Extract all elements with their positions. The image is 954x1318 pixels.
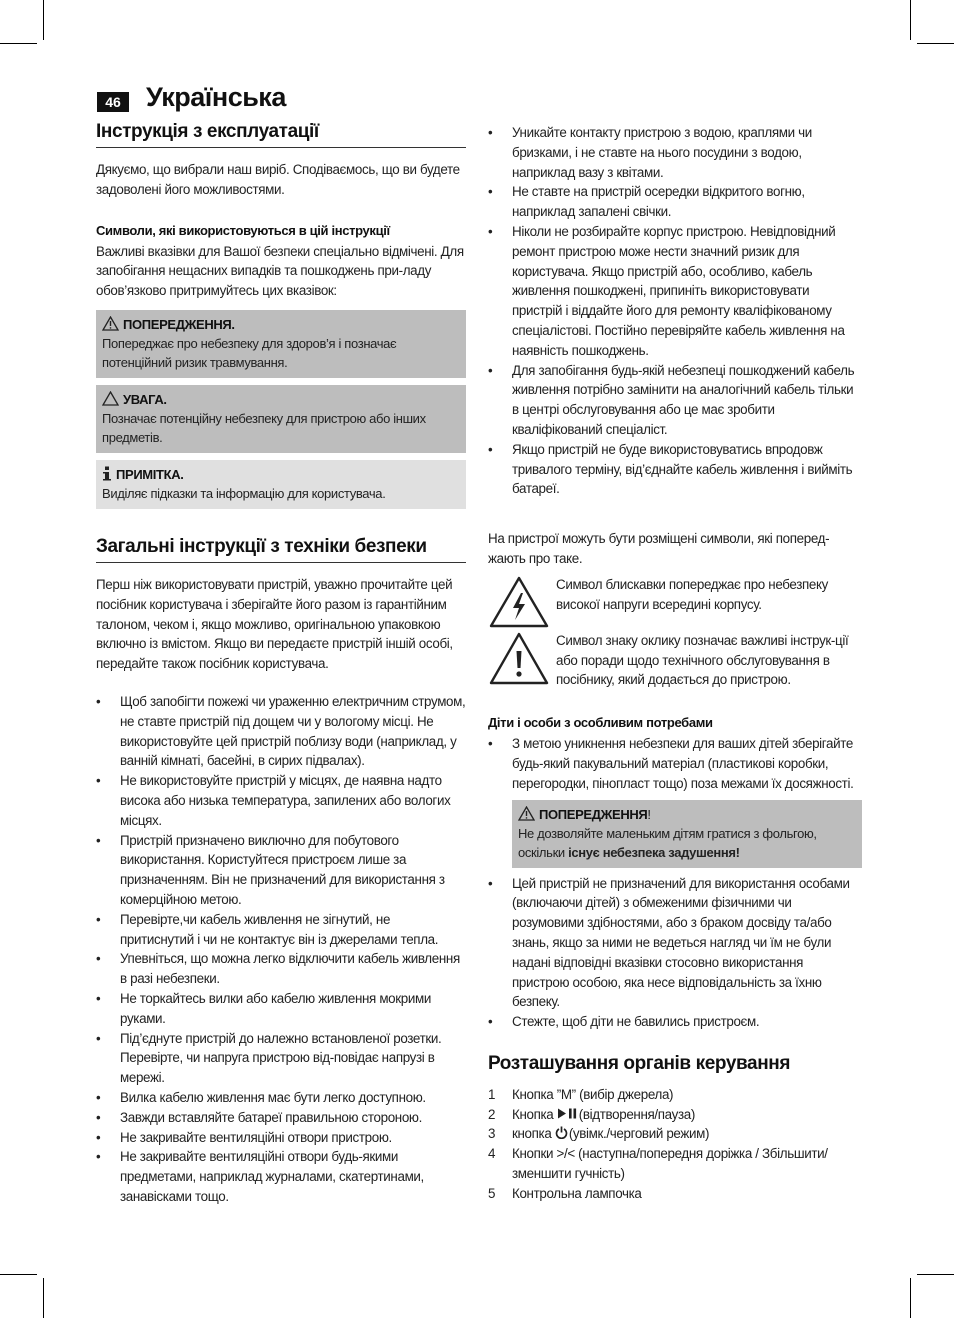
bullet: •: [96, 990, 101, 1006]
list-item-text: З метою уникнення небезпеки для ваших дітей зберігайте будь-який пакувальний матеріал (пластикові коробки, перегородки, пінопласт тощо) поза межами їх досяжності.: [512, 736, 854, 791]
list-item-text: Цей пристрій не призначений для використання особами (включаючи дітей) з обмеженими фізичними чи розумовими здібностями, або з браком досвіду та/або знань, якщо за ними не ведеться нагляд чи їм не були надані відповідні вказівки стосовно використання пристрою особою, яка несе відповідальність за їхню безпеку.: [512, 875, 850, 1010]
list-item-text: Щоб запобігти пожежі чи ураженню електричним струмом, не ставте пристрій під дощем чи у вологому місці. Не використовуйте цей пристрій поблизу води (наприклад, у ванній кімнаті, басейні, в сирих підвалах).: [120, 693, 466, 769]
control-item: 2 Кнопка (відтворення/пауза): [488, 1106, 695, 1122]
warning-triangle-icon: [518, 806, 535, 821]
box-child-warning: [512, 800, 862, 868]
list-item-text: Не закривайте вентиляційні отвори будь-якими предметами, наприклад журналами, скатертинами, занавісками тощо.: [120, 1149, 424, 1204]
list-item-text: Не торкайтесь вилки або кабелю живлення мокрими руками.: [120, 990, 432, 1026]
list-item: [488, 1012, 858, 1032]
bullet: •: [488, 223, 493, 239]
symbol-lightning-row: [488, 575, 858, 631]
list-item: [488, 361, 858, 440]
intro-text: Дякуємо, що вибрали наш виріб. Сподіваємось, що ви будете задоволені його можливостями.: [96, 162, 460, 197]
crop-mark: [910, 0, 911, 40]
children-list-continued: [488, 874, 858, 1032]
crop-mark: [43, 1278, 44, 1318]
bullet: •: [96, 693, 101, 709]
heading-symbols: Символи, які використовуються в цій інструкції: [96, 222, 390, 238]
crop-mark: [0, 1274, 37, 1275]
safety-intro: Перш ніж використовувати пристрій, уважно прочитайте цей посібник користувача і зберігайте його разом із гарантійним талоном, чеком і, якщо можливо, оригінальною упаковкою включно із вмістом. Якщо ви передаєте пристрій іншій особі, передайте також посібник користувача.: [96, 576, 453, 672]
list-item-text: Не закривайте вентиляційні отвори пристрою.: [120, 1129, 392, 1145]
box-child-warning-excl: !: [647, 806, 651, 822]
list-item-text: Упевніться, що можна легко відключити кабель живлення в разі небезпеки.: [120, 951, 460, 987]
list-item: [96, 1029, 466, 1088]
bullet: •: [488, 875, 493, 891]
left-column: [96, 120, 466, 1207]
control-item: 3 кнопка (увімк./черговий режим): [488, 1126, 710, 1142]
box-caution-text: Позначає потенційну небезпеку для пристрою або інших предметів.: [102, 410, 426, 445]
symbols-intro: На пристрої можуть бути розміщені символи, які поперед-жають про таке.: [488, 531, 830, 566]
list-item: [96, 989, 466, 1029]
box-warning-label: ПОПЕРЕДЖЕННЯ.: [123, 316, 235, 332]
bullet: •: [488, 362, 493, 378]
list-item-text: Не використовуйте пристрій у місцях, де наявна надто висока або низька температура, запилених або вологих місцях.: [120, 773, 451, 828]
list-item-text: Вилка кабелю живлення має бути легко доступною.: [120, 1089, 426, 1105]
heading-controls: Розташування органів керування: [488, 1052, 791, 1074]
bullet: •: [96, 911, 101, 927]
crop-mark: [910, 1278, 911, 1318]
list-item: [96, 831, 466, 910]
box-child-warning-bold: існує небезпека задушення!: [568, 844, 740, 860]
list-item: [96, 692, 466, 771]
bullet: •: [96, 1089, 101, 1105]
control-item: 1 Кнопка ”M” (вибір джерела): [488, 1086, 674, 1102]
bullet: •: [96, 832, 101, 848]
list-item: [488, 222, 858, 361]
list-item: [96, 910, 466, 950]
box-warning-text: Попереджає про небезпеку для здоров’я і позначає потенційний ризик травмування.: [102, 335, 397, 370]
list-item-text: Стежте, щоб діти не бавились пристроєм.: [512, 1014, 760, 1030]
symbols-text: Важливі вказівки для Вашої безпеки спеціально відмічені. Для запобігання нещасних випадків та пошкоджень при-ладу обов’язково притримуйтесь цих вказівок:: [96, 243, 464, 299]
list-item: [488, 182, 858, 222]
language-title: Українська: [146, 82, 286, 112]
bullet: •: [96, 1129, 101, 1145]
box-warning: [96, 310, 466, 378]
bullet: •: [96, 1149, 101, 1165]
list-item-text: Пристрій призначено виключно для побутового використання. Користуйтеся пристроєм лише за призначенням. Він не призначений для використання з комерційною метою.: [120, 832, 445, 907]
box-note-label: ПРИМІТКА.: [116, 466, 184, 482]
bullet: •: [488, 441, 493, 457]
list-item: [488, 123, 858, 182]
bullet: •: [488, 1014, 493, 1030]
bullet: •: [488, 736, 493, 752]
box-note: [96, 460, 466, 509]
list-item: [488, 874, 858, 1013]
box-caution-label: УВАГА.: [123, 391, 167, 407]
list-item: [96, 1108, 466, 1128]
caution-triangle-icon: [102, 391, 119, 406]
list-item: [488, 440, 858, 499]
crop-mark: [917, 1274, 954, 1275]
list-item-text: Для запобігання будь-якій небезпеці пошкоджений кабель живлення потрібно замінити на аналогічний кабель тільки в центрі обслуговування або це має зробити кваліфікований спеціаліст.: [512, 362, 855, 437]
symbol-exclaim-row: [488, 631, 858, 690]
heading-children: Діти і особи з особливим потребами: [488, 715, 713, 731]
list-item: [96, 1088, 466, 1108]
heading-instructions: Інструкція з експлуатації: [96, 120, 466, 148]
list-item-text: Якщо пристрій не буде використовуватись впродовж тривалого терміну, від’єднайте кабель живлення і вийміть батареї.: [512, 441, 853, 497]
list-item: [488, 734, 858, 793]
bullet: •: [488, 125, 493, 140]
list-item: [96, 1147, 466, 1206]
crop-mark: [43, 0, 44, 40]
power-icon: [555, 1126, 568, 1139]
bullet: •: [96, 1030, 101, 1046]
bullet: •: [96, 951, 101, 967]
heading-safety: Загальні інструкції з техніки безпеки: [96, 535, 466, 563]
right-column: [488, 123, 858, 1204]
list-item-text: Уникайте контакту пристрою з водою, краплями чи бризками, і не ставте на нього посудини з водою, наприклад вазу з квітами.: [512, 125, 812, 180]
control-item: 4 Кнопки >/< (наступна/попередня доріжка / Збільшити/зменшити гучність): [488, 1146, 828, 1182]
control-item: 5 Контрольна лампочка: [488, 1185, 642, 1201]
warning-triangle-icon: [102, 316, 119, 331]
box-child-warning-label: ПОПЕРЕДЖЕННЯ: [539, 806, 648, 822]
list-item: [96, 1128, 466, 1148]
symbol-lightning-text: Символ блискавки попереджає про небезпеку високої напруги всередині корпусу.: [556, 576, 829, 612]
children-list: [488, 734, 858, 793]
box-child-warning-text: Не дозволяйте маленьким дітям гратися з фольгою, оскільки: [518, 825, 817, 860]
safety-list-continued: [488, 123, 858, 499]
box-note-text: Виділяє підказки та інформацію для користувача.: [102, 485, 386, 501]
safety-list: [96, 692, 466, 1207]
controls-list: [488, 1085, 858, 1204]
list-item-text: Перевірте,чи кабель живлення не зігнутий, не притиснутий і чи не контактує він із джерелами тепла.: [120, 911, 439, 947]
bullet: •: [488, 184, 493, 200]
info-icon: [102, 466, 112, 481]
list-item-text: Під’єднуте пристрій до належно встановленої розетки. Перевірте, чи напруга пристрою від-повідає напрузі в мережі.: [120, 1030, 442, 1086]
crop-mark: [0, 43, 37, 44]
list-item-text: Завжди вставляйте батареї правильною стороною.: [120, 1109, 422, 1125]
box-caution: [96, 385, 466, 453]
bullet: •: [96, 773, 101, 789]
symbol-exclaim-text: Символ знаку оклику позначає важливі інструк-ції або поради щодо технічного обслуговування в посібнику, який додається до пристрою.: [556, 632, 849, 688]
crop-mark: [917, 43, 954, 44]
page-number: 46: [97, 92, 129, 112]
play-pause-icon: [557, 1108, 579, 1119]
list-item-text: Не ставте на пристрій осередки відкритого вогню, наприклад запалені свічки.: [512, 184, 805, 220]
list-item: [96, 771, 466, 830]
list-item: [96, 949, 466, 989]
bullet: •: [96, 1109, 101, 1125]
lightning-warning-icon: [488, 575, 550, 629]
exclamation-warning-icon: [488, 631, 550, 687]
list-item-text: Ніколи не розбирайте корпус пристрою. Невідповідний ремонт пристрою може нести значний ризик для користувача. Якщо пристрій або, особливо, кабель живлення пошкоджені, припиніть використовувати пристрій і віддайте його для ремонту кваліфікованому спеціалістові. Постійно перевіряйте кабель живлення на наявність пошкоджень.: [512, 223, 845, 358]
